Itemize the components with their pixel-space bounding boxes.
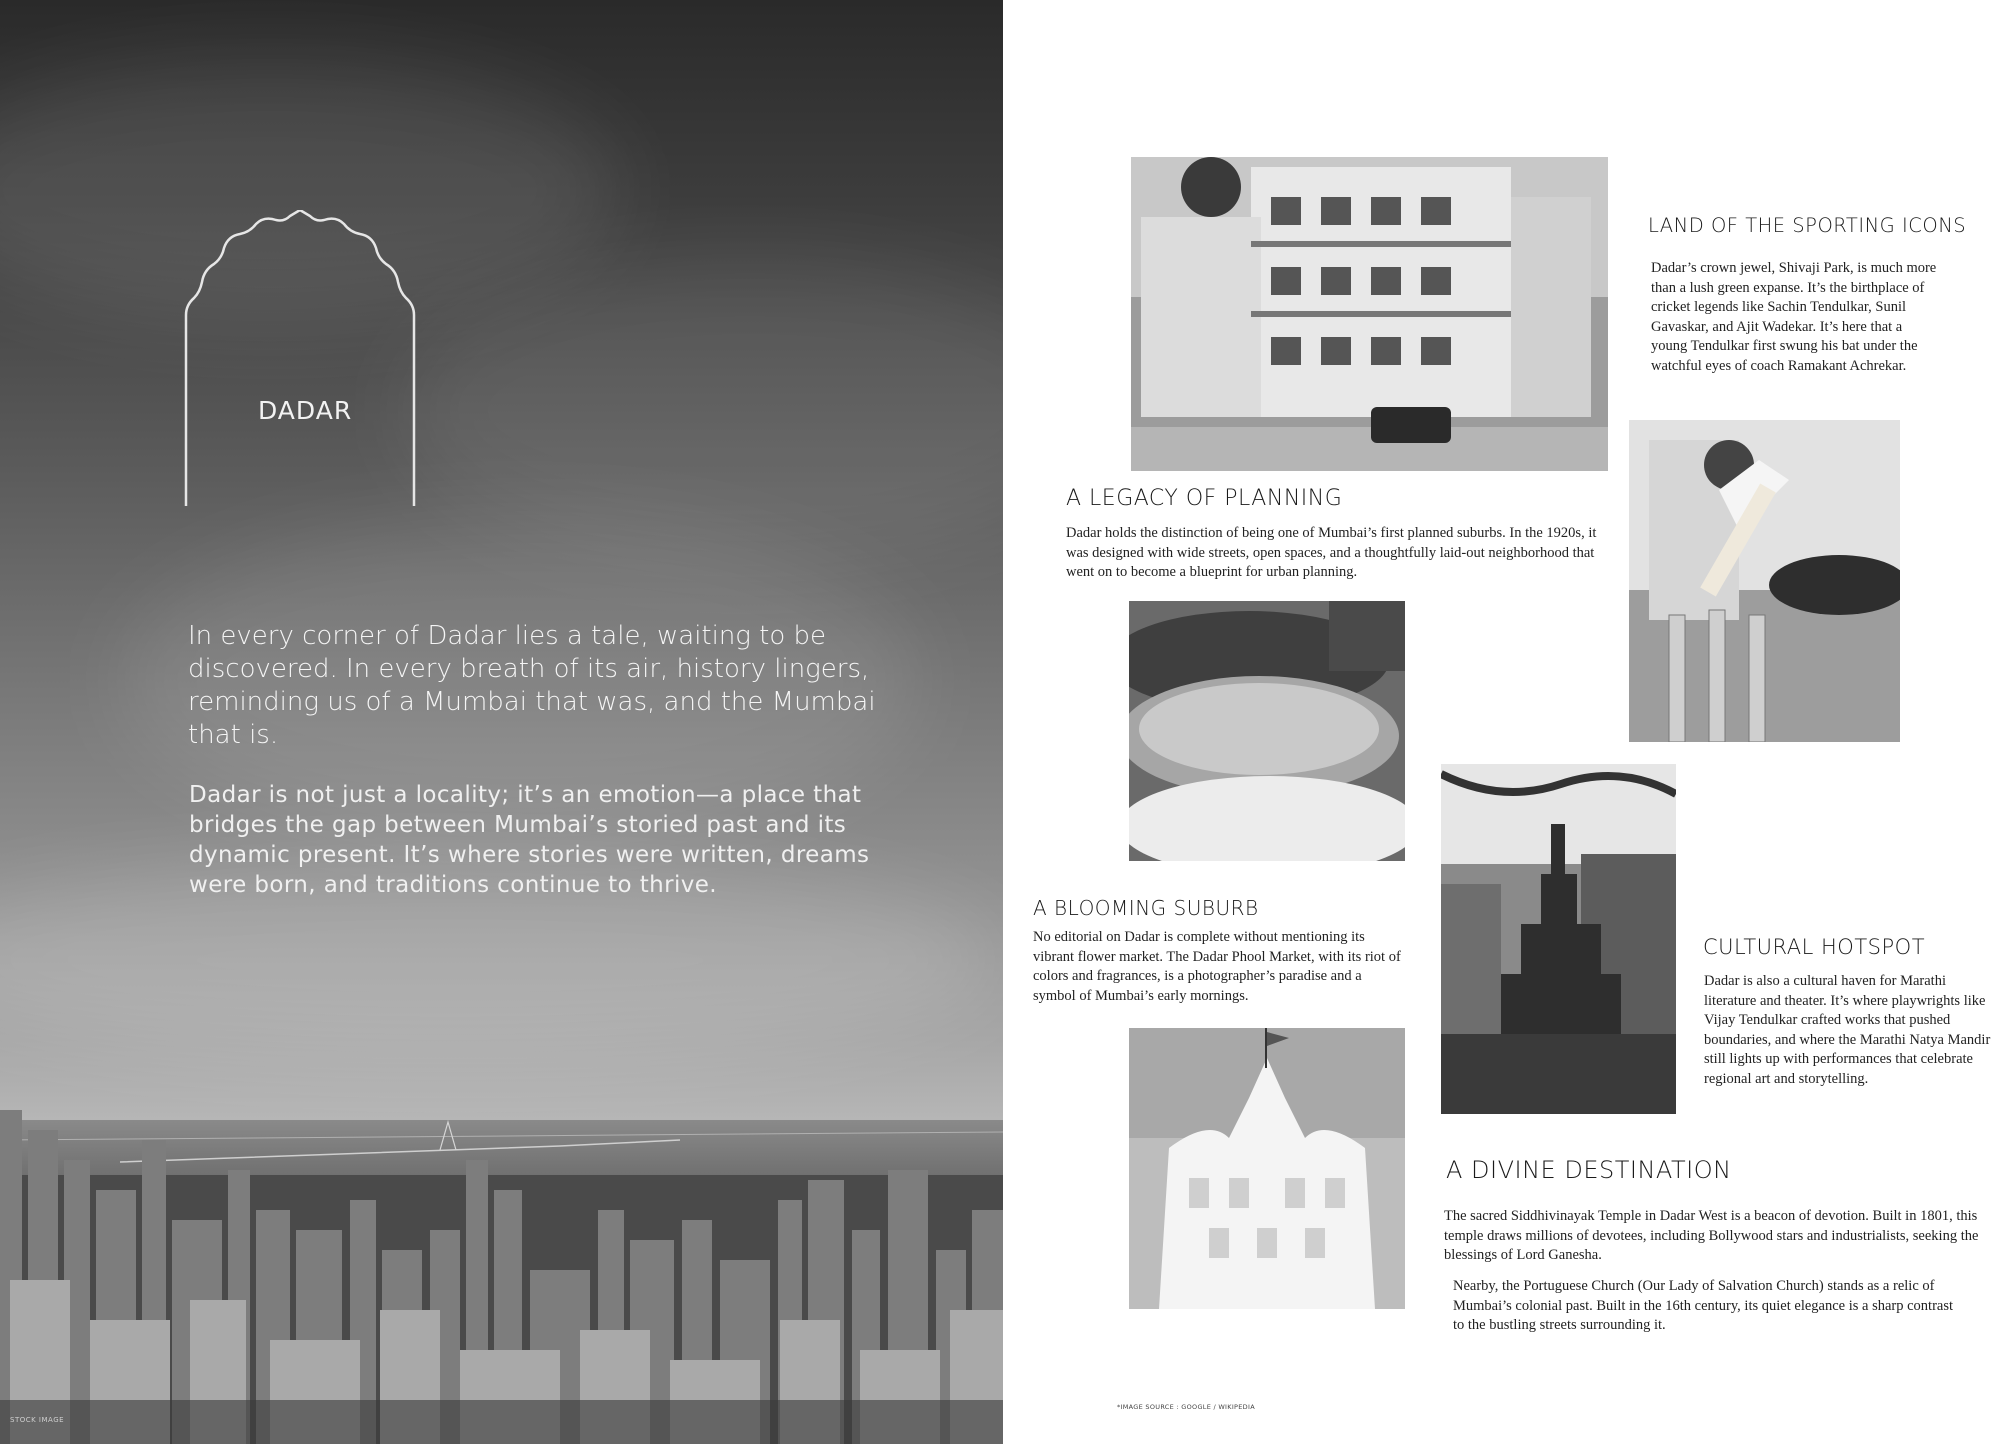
planning-body: Dadar holds the distinction of being one of Mumbai’s first planned suburbs. In the 1920s, it was designed with wide streets, open spaces, and a thoughtfully laid-out neighborhood that went on to become a blueprint for urban planning. — [1066, 525, 1597, 580]
page-title: DADAR — [258, 396, 353, 425]
lead-text: In every corner of Dadar lies a tale, waiting to be discovered. In every breath of its air, history lingers, reminding us of a Mumbai that was, and the Mumbai that is. — [188, 621, 876, 750]
city-skyline-image — [0, 1080, 1003, 1444]
sporting-heading: LAND OF THE SPORTING ICONS — [1648, 214, 1967, 237]
cricket-batsman-photo — [1629, 420, 1900, 742]
divine-body-2: Nearby, the Portuguese Church (Our Lady of Salvation Church) stands as a relic of Mumbai’s colonial past. Built in the 16th century, its quiet elegance is a sharp contrast to the bustling streets surrounding it. — [1453, 1278, 1954, 1333]
siddhivinayak-temple-photo — [1129, 1028, 1405, 1309]
divine-heading: A DIVINE DESTINATION — [1446, 1156, 1732, 1184]
cultural-body: Dadar is also a cultural haven for Marathi literature and theater. It’s where playwrights like Vijay Tendulkar crafted works that pushed boundaries, and where the Marathi Natya Mandir still lights up with performances that celebrate regional art and storytelling. — [1704, 973, 1991, 1087]
intro-paragraph: Dadar is not just a locality; it’s an emotion—a place that bridges the gap between Mumbai’s storied past and its dynamic present. It’s where stories were written, dreams were born, and traditions continue to thrive. — [189, 782, 870, 898]
human-pyramid-photo — [1441, 764, 1676, 1114]
blooming-heading: A BLOOMING SUBURB — [1033, 896, 1259, 920]
arch-frame-icon — [180, 210, 420, 510]
divine-body-1: The sacred Siddhivinayak Temple in Dadar West is a beacon of devotion. Built in 1801, this temple draws millions of devotees, including Bollywood stars and industrialists, seeking the blessings of Lord Ganesha. — [1444, 1208, 1979, 1263]
heritage-building-photo — [1131, 157, 1608, 471]
sporting-body: Dadar’s crown jewel, Shivaji Park, is much more than a lush green expanse. It’s the birthplace of cricket legends like Sachin Tendulkar, Sunil Gavaskar, and Ajit Wadekar. It’s here that a young Tendulkar first swung his bat under the watchful eyes of coach Ramakant Achrekar. — [1651, 260, 1937, 374]
stock-image-label: STOCK IMAGE — [10, 1416, 65, 1424]
planning-heading: A LEGACY OF PLANNING — [1066, 486, 1343, 511]
cultural-heading: CULTURAL HOTSPOT — [1703, 935, 1926, 959]
image-source-note: *IMAGE SOURCE : GOOGLE / WIKIPEDIA — [1117, 1403, 1255, 1411]
flower-market-photo — [1129, 601, 1405, 861]
blooming-body: No editorial on Dadar is complete without mentioning its vibrant flower market. The Dadar Phool Market, with its riot of colors and fragrances, is a photographer’s paradise and a symbol of Mumbai’s early mornings. — [1033, 929, 1401, 1004]
